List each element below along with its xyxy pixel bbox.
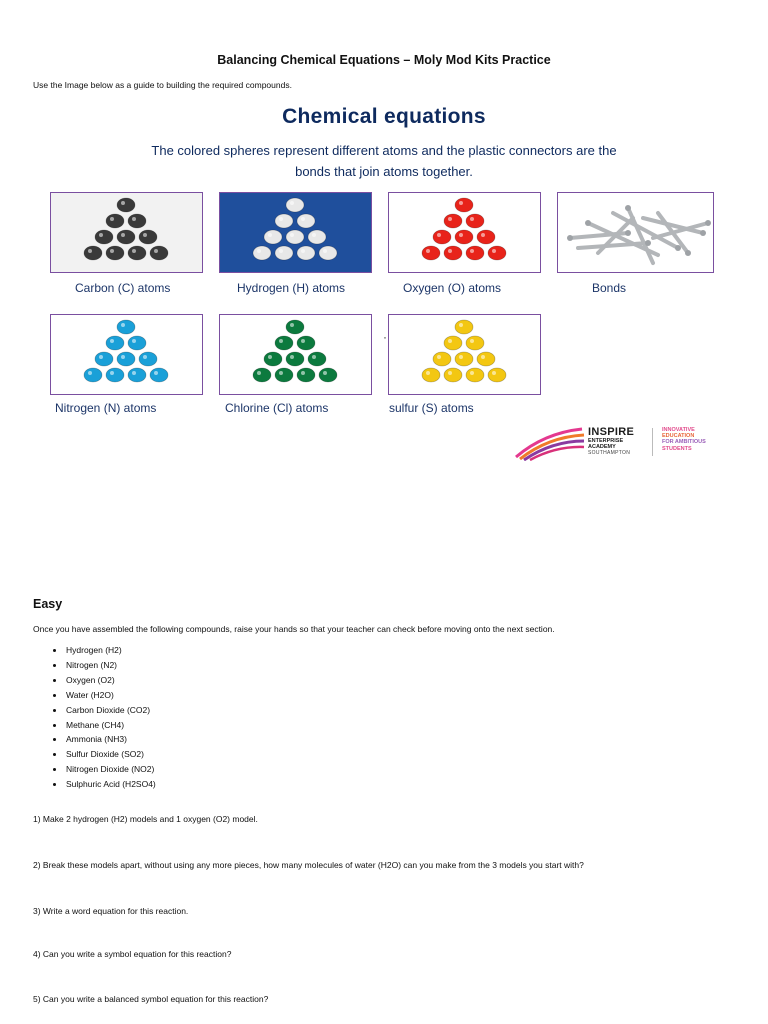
list-item: • Hydrogen (H2)	[65, 643, 156, 658]
atom-sphere	[444, 214, 462, 228]
atom-highlight	[290, 323, 294, 327]
atom-highlight	[132, 249, 136, 253]
atom-sphere	[106, 336, 124, 350]
logo-line3: SOUTHAMPTON	[588, 450, 631, 456]
atom-sphere	[455, 230, 473, 244]
atom-highlight	[154, 249, 158, 253]
atom-highlight	[301, 371, 305, 375]
atom-sphere	[117, 352, 135, 366]
atom-highlight	[459, 323, 463, 327]
oxygen-caption: Oxygen (O) atoms	[403, 281, 502, 295]
atom-sphere	[308, 230, 326, 244]
atom-sphere	[95, 230, 113, 244]
carbon-caption: Carbon (C) atoms	[75, 281, 171, 295]
atom-sphere	[286, 320, 304, 334]
atom-sphere	[466, 246, 484, 260]
atom-highlight	[312, 233, 316, 237]
atom-sphere	[422, 246, 440, 260]
list-item: • Methane (CH4)	[65, 718, 156, 733]
atom-highlight	[143, 355, 147, 359]
list-item: • Carbon Dioxide (CO2)	[65, 703, 156, 718]
atom-highlight	[323, 249, 327, 253]
atom-highlight	[132, 371, 136, 375]
atom-highlight	[426, 249, 430, 253]
atom-highlight	[257, 371, 261, 375]
logo-tagline	[662, 427, 706, 452]
atom-highlight	[481, 233, 485, 237]
atom-sphere	[444, 246, 462, 260]
atom-sphere	[139, 230, 157, 244]
atom-highlight	[459, 233, 463, 237]
atom-highlight	[290, 201, 294, 205]
atom-sphere	[455, 198, 473, 212]
atom-highlight	[323, 371, 327, 375]
question-3: 3) Write a word equation for this reaction.	[33, 906, 189, 916]
atom-sphere	[139, 352, 157, 366]
atom-highlight	[154, 371, 158, 375]
atom-sphere	[275, 214, 293, 228]
atom-sphere	[297, 336, 315, 350]
question-1: 1) Make 2 hydrogen (H2) models and 1 oxygen (O2) model.	[33, 814, 258, 824]
atom-sphere	[117, 230, 135, 244]
chlorine-caption: Chlorine (Cl) atoms	[225, 401, 329, 415]
atom-sphere	[286, 230, 304, 244]
atom-highlight	[470, 339, 474, 343]
atom-highlight	[121, 323, 125, 327]
atom-sphere	[433, 352, 451, 366]
atom-highlight	[121, 201, 125, 205]
atom-sphere	[455, 320, 473, 334]
chlorine-atoms-image	[219, 314, 372, 395]
list-item: • Ammonia (NH3)	[65, 732, 156, 747]
document-title: Balancing Chemical Equations – Moly Mod Kits Practice	[217, 53, 551, 67]
easy-instruction: Once you have assembled the following compounds, raise your hands so that your teacher can check before moving onto the next section.	[33, 624, 555, 634]
atom-highlight	[110, 249, 114, 253]
atom-highlight	[88, 371, 92, 375]
nitrogen-caption: Nitrogen (N) atoms	[55, 401, 157, 415]
atom-highlight	[279, 371, 283, 375]
atom-sphere	[84, 368, 102, 382]
atom-sphere	[128, 368, 146, 382]
atom-highlight	[121, 355, 125, 359]
atom-sphere	[106, 368, 124, 382]
section-heading-easy: Easy	[33, 597, 63, 611]
atom-highlight	[110, 217, 114, 221]
bonds-connectors	[558, 193, 712, 271]
compound-list	[48, 643, 156, 792]
figure-subtitle-line2: bonds that join atoms together.	[295, 164, 473, 179]
atom-highlight	[459, 355, 463, 359]
atom-sphere	[297, 214, 315, 228]
question-4: 4) Can you write a symbol equation for this reaction?	[33, 949, 232, 959]
list-item: • Sulfur Dioxide (SO2)	[65, 747, 156, 762]
atom-sphere	[488, 246, 506, 260]
atom-sphere	[84, 246, 102, 260]
logo-tagline1: INNOVATIVE	[662, 427, 695, 433]
carbon-atoms-image	[50, 192, 203, 273]
atom-highlight	[459, 201, 463, 205]
atom-highlight	[312, 355, 316, 359]
atom-sphere	[488, 368, 506, 382]
atom-highlight	[268, 355, 272, 359]
atom-sphere	[253, 246, 271, 260]
sulfur-atoms-image	[388, 314, 541, 395]
atom-highlight	[110, 339, 114, 343]
atom-highlight	[88, 249, 92, 253]
logo-tagline4: STUDENTS	[662, 445, 692, 452]
atom-sphere	[477, 230, 495, 244]
atom-sphere	[128, 336, 146, 350]
list-item: • Nitrogen (N2)	[65, 658, 156, 673]
atom-sphere	[106, 214, 124, 228]
atom-sphere	[150, 368, 168, 382]
atom-highlight	[448, 249, 452, 253]
atom-highlight	[268, 233, 272, 237]
stray-dot: ·	[383, 330, 387, 344]
atom-sphere	[466, 368, 484, 382]
atom-sphere	[433, 230, 451, 244]
atom-sphere	[128, 214, 146, 228]
atom-highlight	[426, 371, 430, 375]
atom-sphere	[275, 368, 293, 382]
atom-sphere	[297, 246, 315, 260]
atom-highlight	[290, 233, 294, 237]
atom-highlight	[492, 249, 496, 253]
logo-name: INSPIRE	[588, 426, 635, 438]
atom-highlight	[121, 233, 125, 237]
atom-highlight	[470, 217, 474, 221]
atom-highlight	[470, 249, 474, 253]
atom-sphere	[275, 336, 293, 350]
logo-subtitle	[588, 438, 623, 450]
atom-highlight	[301, 339, 305, 343]
hydrogen-caption: Hydrogen (H) atoms	[237, 281, 346, 295]
hydrogen-atoms-image	[219, 192, 372, 273]
atom-sphere	[150, 246, 168, 260]
atom-highlight	[437, 233, 441, 237]
atom-sphere	[319, 368, 337, 382]
oxygen-atoms-image	[388, 192, 541, 273]
figure-subtitle-line1: The colored spheres represent different atoms and the plastic connectors are the	[151, 143, 617, 158]
atom-highlight	[279, 249, 283, 253]
atom-sphere	[444, 368, 462, 382]
atom-highlight	[132, 217, 136, 221]
bonds-caption: Bonds	[592, 281, 627, 295]
atom-sphere	[264, 230, 282, 244]
atom-highlight	[279, 339, 283, 343]
figure-subtitle	[30, 140, 738, 182]
atom-highlight	[290, 355, 294, 359]
atom-sphere	[117, 198, 135, 212]
atom-sphere	[95, 352, 113, 366]
atom-highlight	[448, 339, 452, 343]
intro-text: Use the Image below as a guide to building the required compounds.	[33, 80, 292, 90]
question-5: 5) Can you write a balanced symbol equation for this reaction?	[33, 994, 269, 1004]
logo-line1: ENTERPRISE	[588, 438, 624, 444]
question-2: 2) Break these models apart, without using any more pieces, how many molecules of water (H2O) can you make from the 3 models you start with?	[33, 860, 584, 870]
list-item: • Oxygen (O2)	[65, 673, 156, 688]
atom-sphere	[253, 368, 271, 382]
atom-highlight	[110, 371, 114, 375]
atom-highlight	[257, 249, 261, 253]
atom-highlight	[448, 217, 452, 221]
atom-highlight	[301, 217, 305, 221]
atom-sphere	[286, 352, 304, 366]
atom-sphere	[275, 246, 293, 260]
atom-sphere	[477, 352, 495, 366]
logo-tagline3: FOR AMBITIOUS	[662, 439, 706, 446]
atom-highlight	[481, 355, 485, 359]
atom-highlight	[143, 233, 147, 237]
atom-sphere	[106, 246, 124, 260]
logo-line2: ACADEMY	[588, 444, 616, 450]
atom-sphere	[319, 246, 337, 260]
atom-sphere	[444, 336, 462, 350]
atom-sphere	[466, 336, 484, 350]
list-item: • Nitrogen Dioxide (NO2)	[65, 762, 156, 777]
atom-highlight	[448, 371, 452, 375]
atom-highlight	[99, 233, 103, 237]
atom-highlight	[301, 249, 305, 253]
atom-sphere	[466, 214, 484, 228]
atom-highlight	[470, 371, 474, 375]
list-item: • Sulphuric Acid (H2SO4)	[65, 777, 156, 792]
atom-sphere	[286, 198, 304, 212]
bonds-image	[557, 192, 714, 273]
atom-highlight	[132, 339, 136, 343]
atom-sphere	[455, 352, 473, 366]
atom-highlight	[99, 355, 103, 359]
figure-title: Chemical equations	[282, 105, 486, 128]
atom-sphere	[117, 320, 135, 334]
atom-sphere	[264, 352, 282, 366]
atom-sphere	[128, 246, 146, 260]
atom-highlight	[437, 355, 441, 359]
nitrogen-atoms-image	[50, 314, 203, 395]
atom-sphere	[308, 352, 326, 366]
logo-tagline2: EDUCATION	[662, 433, 695, 440]
atom-sphere	[297, 368, 315, 382]
atom-sphere	[422, 368, 440, 382]
list-item: • Water (H2O)	[65, 688, 156, 703]
atom-highlight	[492, 371, 496, 375]
logo-divider	[652, 428, 653, 456]
sulfur-caption: sulfur (S) atoms	[389, 401, 474, 415]
atom-highlight	[279, 217, 283, 221]
